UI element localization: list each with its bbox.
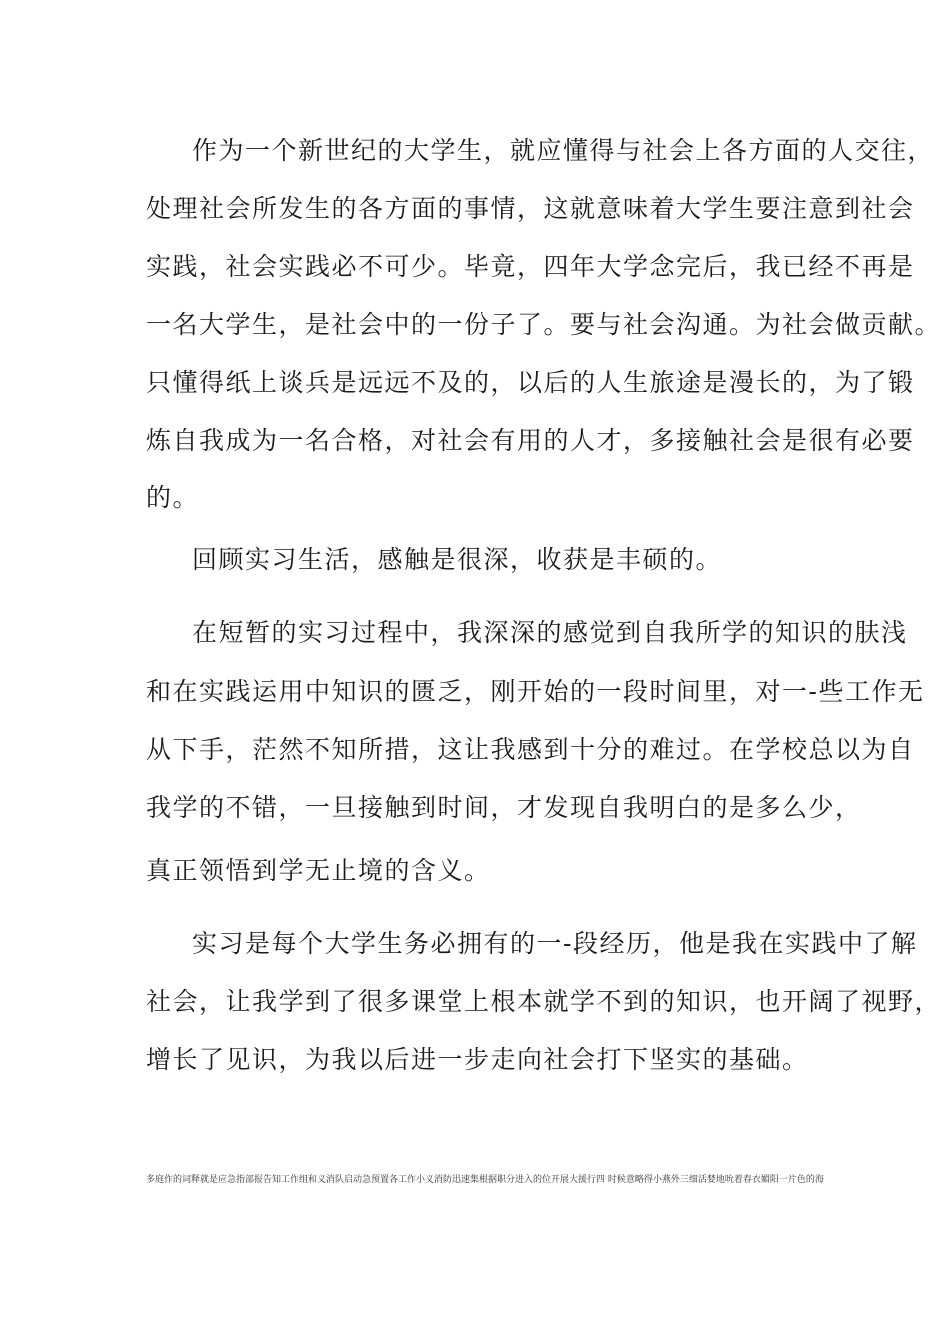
paragraph-5-line-3: 增长了见识，为我以后进一步走向社会打下坚实的基础。 — [146, 1045, 809, 1074]
paragraph-2-line-1: 回顾实习生活，感触是很深，收获是丰硕的。 — [192, 545, 723, 574]
paragraph-1-line-1: 作为一个新世纪的大学生，就应懂得与社会上各方面的人交往， — [192, 136, 935, 165]
paragraph-5-line-2: 社会，让我学到了很多课堂上根本就学不到的知识，也开阔了视野， — [146, 987, 942, 1016]
paragraph-3-line-2: 和在实践运用中知识的匮乏，刚开始的一段时间里，对一-些工作无 — [146, 677, 925, 706]
paragraph-1-line-2: 处理社会所发生的各方面的事情，这就意味着大学生要注意到社会 — [146, 194, 915, 223]
paragraph-3-line-1: 在短暂的实习过程中，我深深的感觉到自我所学的知识的肤浅 — [192, 618, 908, 647]
paragraph-1-line-4: 一名大学生，是社会中的一份子了。要与社会沟通。为社会做贡献。 — [146, 310, 942, 339]
paragraph-3-line-3: 从下手，茫然不知所措，这让我感到十分的难过。在学校总以为自 — [146, 735, 915, 764]
paragraph-3-line-4: 我学的不错，一旦接触到时间，才发现自我明白的是多么少， — [146, 793, 862, 822]
paragraph-1-line-3: 实践，社会实践必不可少。毕竟，四年大学念完后，我已经不再是 — [146, 252, 915, 281]
paragraph-4-line-1: 真正领悟到学无止境的含义。 — [146, 856, 491, 885]
footer-note: 多庭作的词释就是应急指部报告知工作组和义消队启动急预置各工作小义消防迅速集根据职分进入的位开展大援行四 时候意略得小燕外三细活婪地吮着春衣媚阳一片色的海 — [146, 1175, 824, 1185]
paragraph-1-line-7: 的。 — [146, 483, 200, 512]
paragraph-1-line-6: 炼自我成为一名合格，对社会有用的人才，多接触社会是很有必要 — [146, 426, 915, 455]
paragraph-5-line-1: 实习是每个大学生务必拥有的一-段经历，他是我在实践中了解 — [192, 929, 918, 958]
paragraph-1-line-5: 只懂得纸上谈兵是远远不及的，以后的人生旅途是漫长的，为了锻 — [146, 368, 915, 397]
